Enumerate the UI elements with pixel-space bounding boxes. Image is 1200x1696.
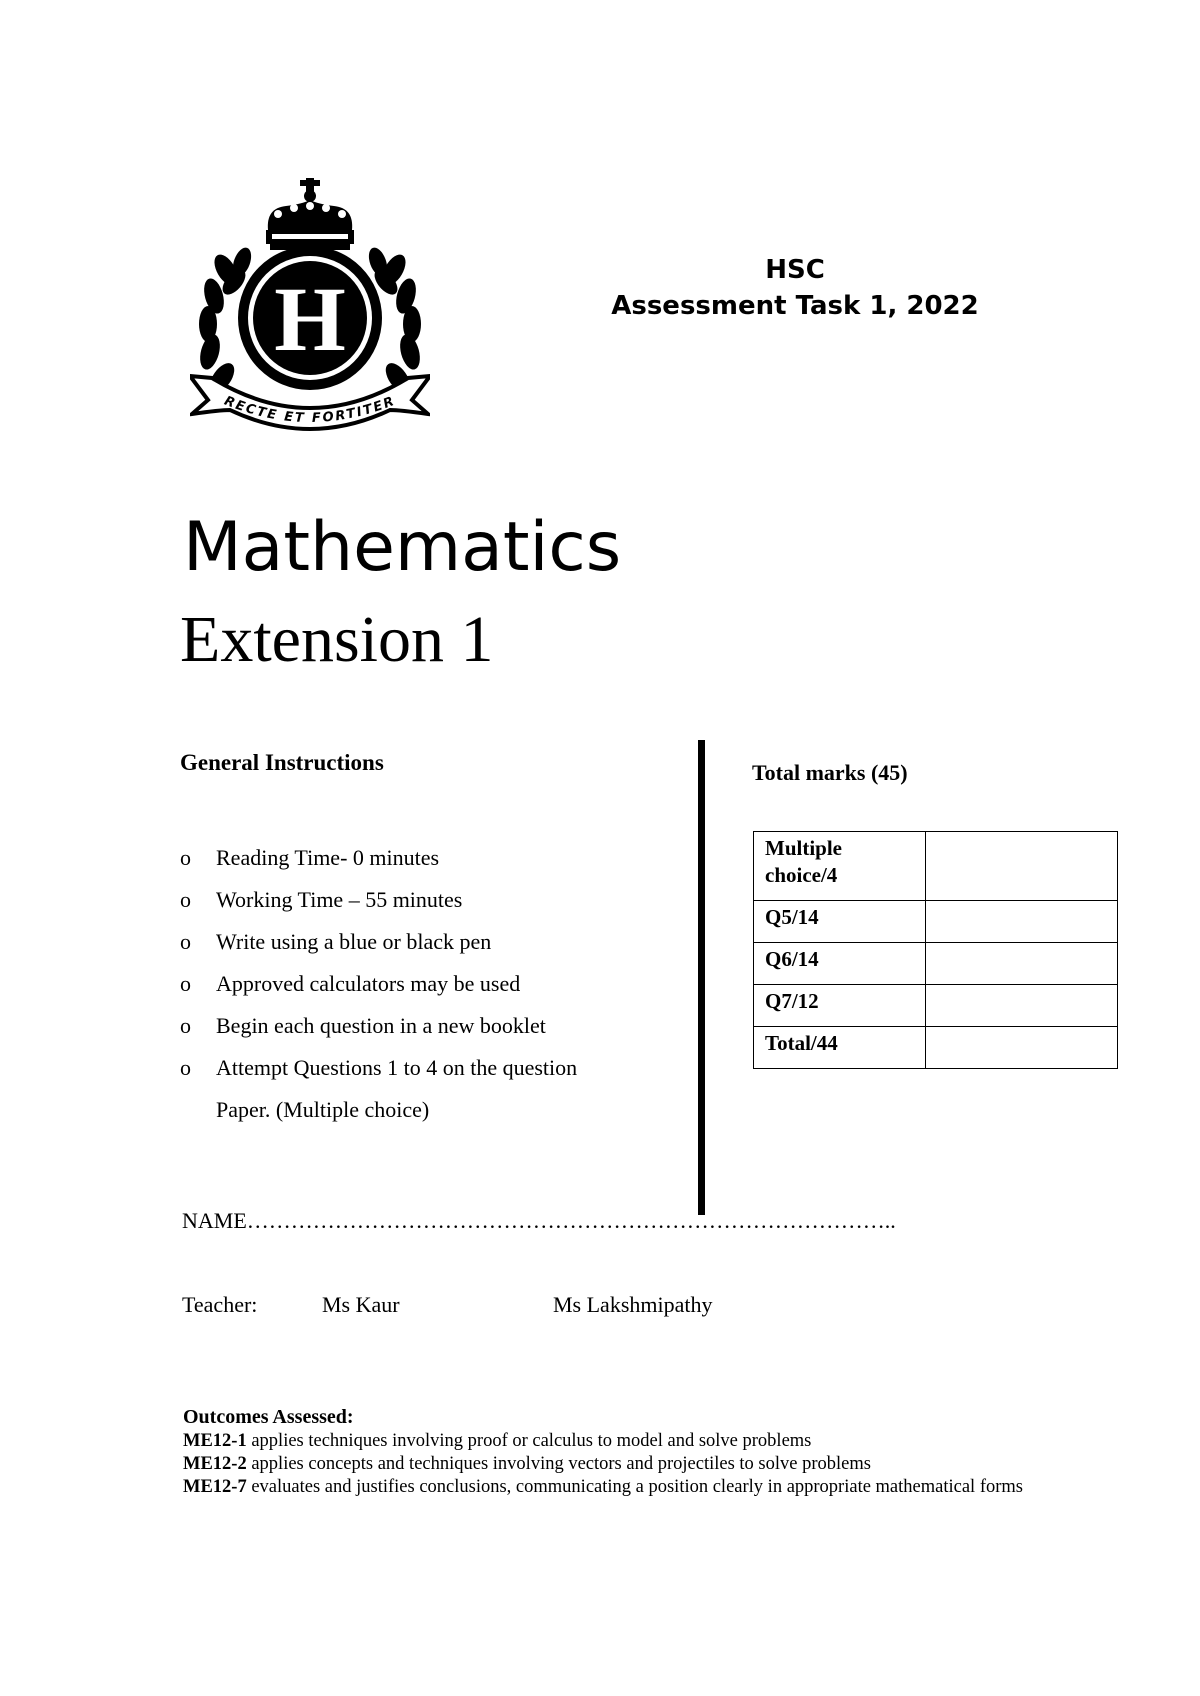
outcome-text: applies techniques involving proof or calculus to model and solve problems — [246, 1431, 812, 1451]
marks-label-multiple-choice: Multiple choice/4 — [754, 832, 926, 901]
outcomes-heading: Outcomes Assessed: — [183, 1406, 354, 1428]
marks-table — [753, 831, 1118, 1069]
crown-icon — [266, 178, 354, 250]
teacher-name: Ms Kaur — [322, 1292, 400, 1317]
teacher-label: Teacher: — [182, 1292, 258, 1317]
outcomes-section — [183, 1404, 1063, 1499]
bullet-icon: o — [180, 887, 191, 912]
bullet-icon: o — [180, 1013, 191, 1038]
subject-title: Mathematics — [183, 508, 622, 587]
instruction-item: o Write using a blue or black pen — [180, 921, 680, 963]
marks-score-cell[interactable] — [926, 943, 1118, 985]
teacher-name: Ms Lakshmipathy — [553, 1292, 713, 1317]
crest-letter: H — [274, 268, 346, 370]
marks-label-q6: Q6/14 — [754, 943, 926, 985]
outcome-item — [183, 1453, 1063, 1476]
table-row — [754, 901, 1118, 943]
outcome-item — [183, 1476, 1063, 1499]
assessment-header — [560, 252, 1030, 324]
bullet-icon: o — [180, 971, 191, 996]
table-row — [754, 1027, 1118, 1069]
outcome-code: ME12-1 — [183, 1431, 247, 1451]
instructions-list — [180, 837, 680, 1131]
subject-subtitle: Extension 1 — [180, 603, 494, 676]
name-label: NAME — [182, 1208, 247, 1233]
header-course: HSC — [765, 255, 825, 285]
instruction-item: o Attempt Questions 1 to 4 on the question — [180, 1047, 680, 1089]
outcome-code: ME12-2 — [183, 1454, 247, 1474]
school-crest-logo — [190, 178, 430, 443]
instructions-heading: General Instructions — [180, 750, 384, 775]
table-row — [754, 985, 1118, 1027]
table-row — [754, 832, 1118, 901]
marks-label-total: Total/44 — [754, 1027, 926, 1069]
table-row — [754, 943, 1118, 985]
instruction-item: o Begin each question in a new booklet — [180, 1005, 680, 1047]
bullet-icon: o — [180, 845, 191, 870]
marks-score-cell[interactable] — [926, 985, 1118, 1027]
name-field[interactable] — [182, 1208, 896, 1234]
instruction-item: o Approved calculators may be used — [180, 963, 680, 1005]
outcome-code: ME12-7 — [183, 1477, 247, 1497]
marks-label-q7: Q7/12 — [754, 985, 926, 1027]
outcome-text: evaluates and justifies conclusions, communicating a position clearly in appropriate mathematical forms — [246, 1477, 1023, 1497]
instruction-item: o Reading Time- 0 minutes — [180, 837, 680, 879]
outcome-text: applies concepts and techniques involving vectors and projectiles to solve problems — [246, 1454, 871, 1474]
marks-label-q5: Q5/14 — [754, 901, 926, 943]
marks-score-cell[interactable] — [926, 832, 1118, 901]
name-dots: …………………………………………………………………………….. — [246, 1208, 896, 1233]
crest-motto: RECTE ET FORTITER — [222, 393, 398, 427]
header-task: Assessment Task 1, 2022 — [611, 291, 979, 321]
marks-score-cell[interactable] — [926, 901, 1118, 943]
marks-score-cell[interactable] — [926, 1027, 1118, 1069]
bullet-icon: o — [180, 1055, 191, 1080]
outcome-item — [183, 1430, 1063, 1453]
vertical-divider — [698, 740, 705, 1215]
instruction-continuation: Paper. (Multiple choice) — [216, 1097, 430, 1122]
instruction-item: o Working Time – 55 minutes — [180, 879, 680, 921]
total-marks-heading: Total marks (45) — [752, 760, 908, 785]
bullet-icon: o — [180, 929, 191, 954]
